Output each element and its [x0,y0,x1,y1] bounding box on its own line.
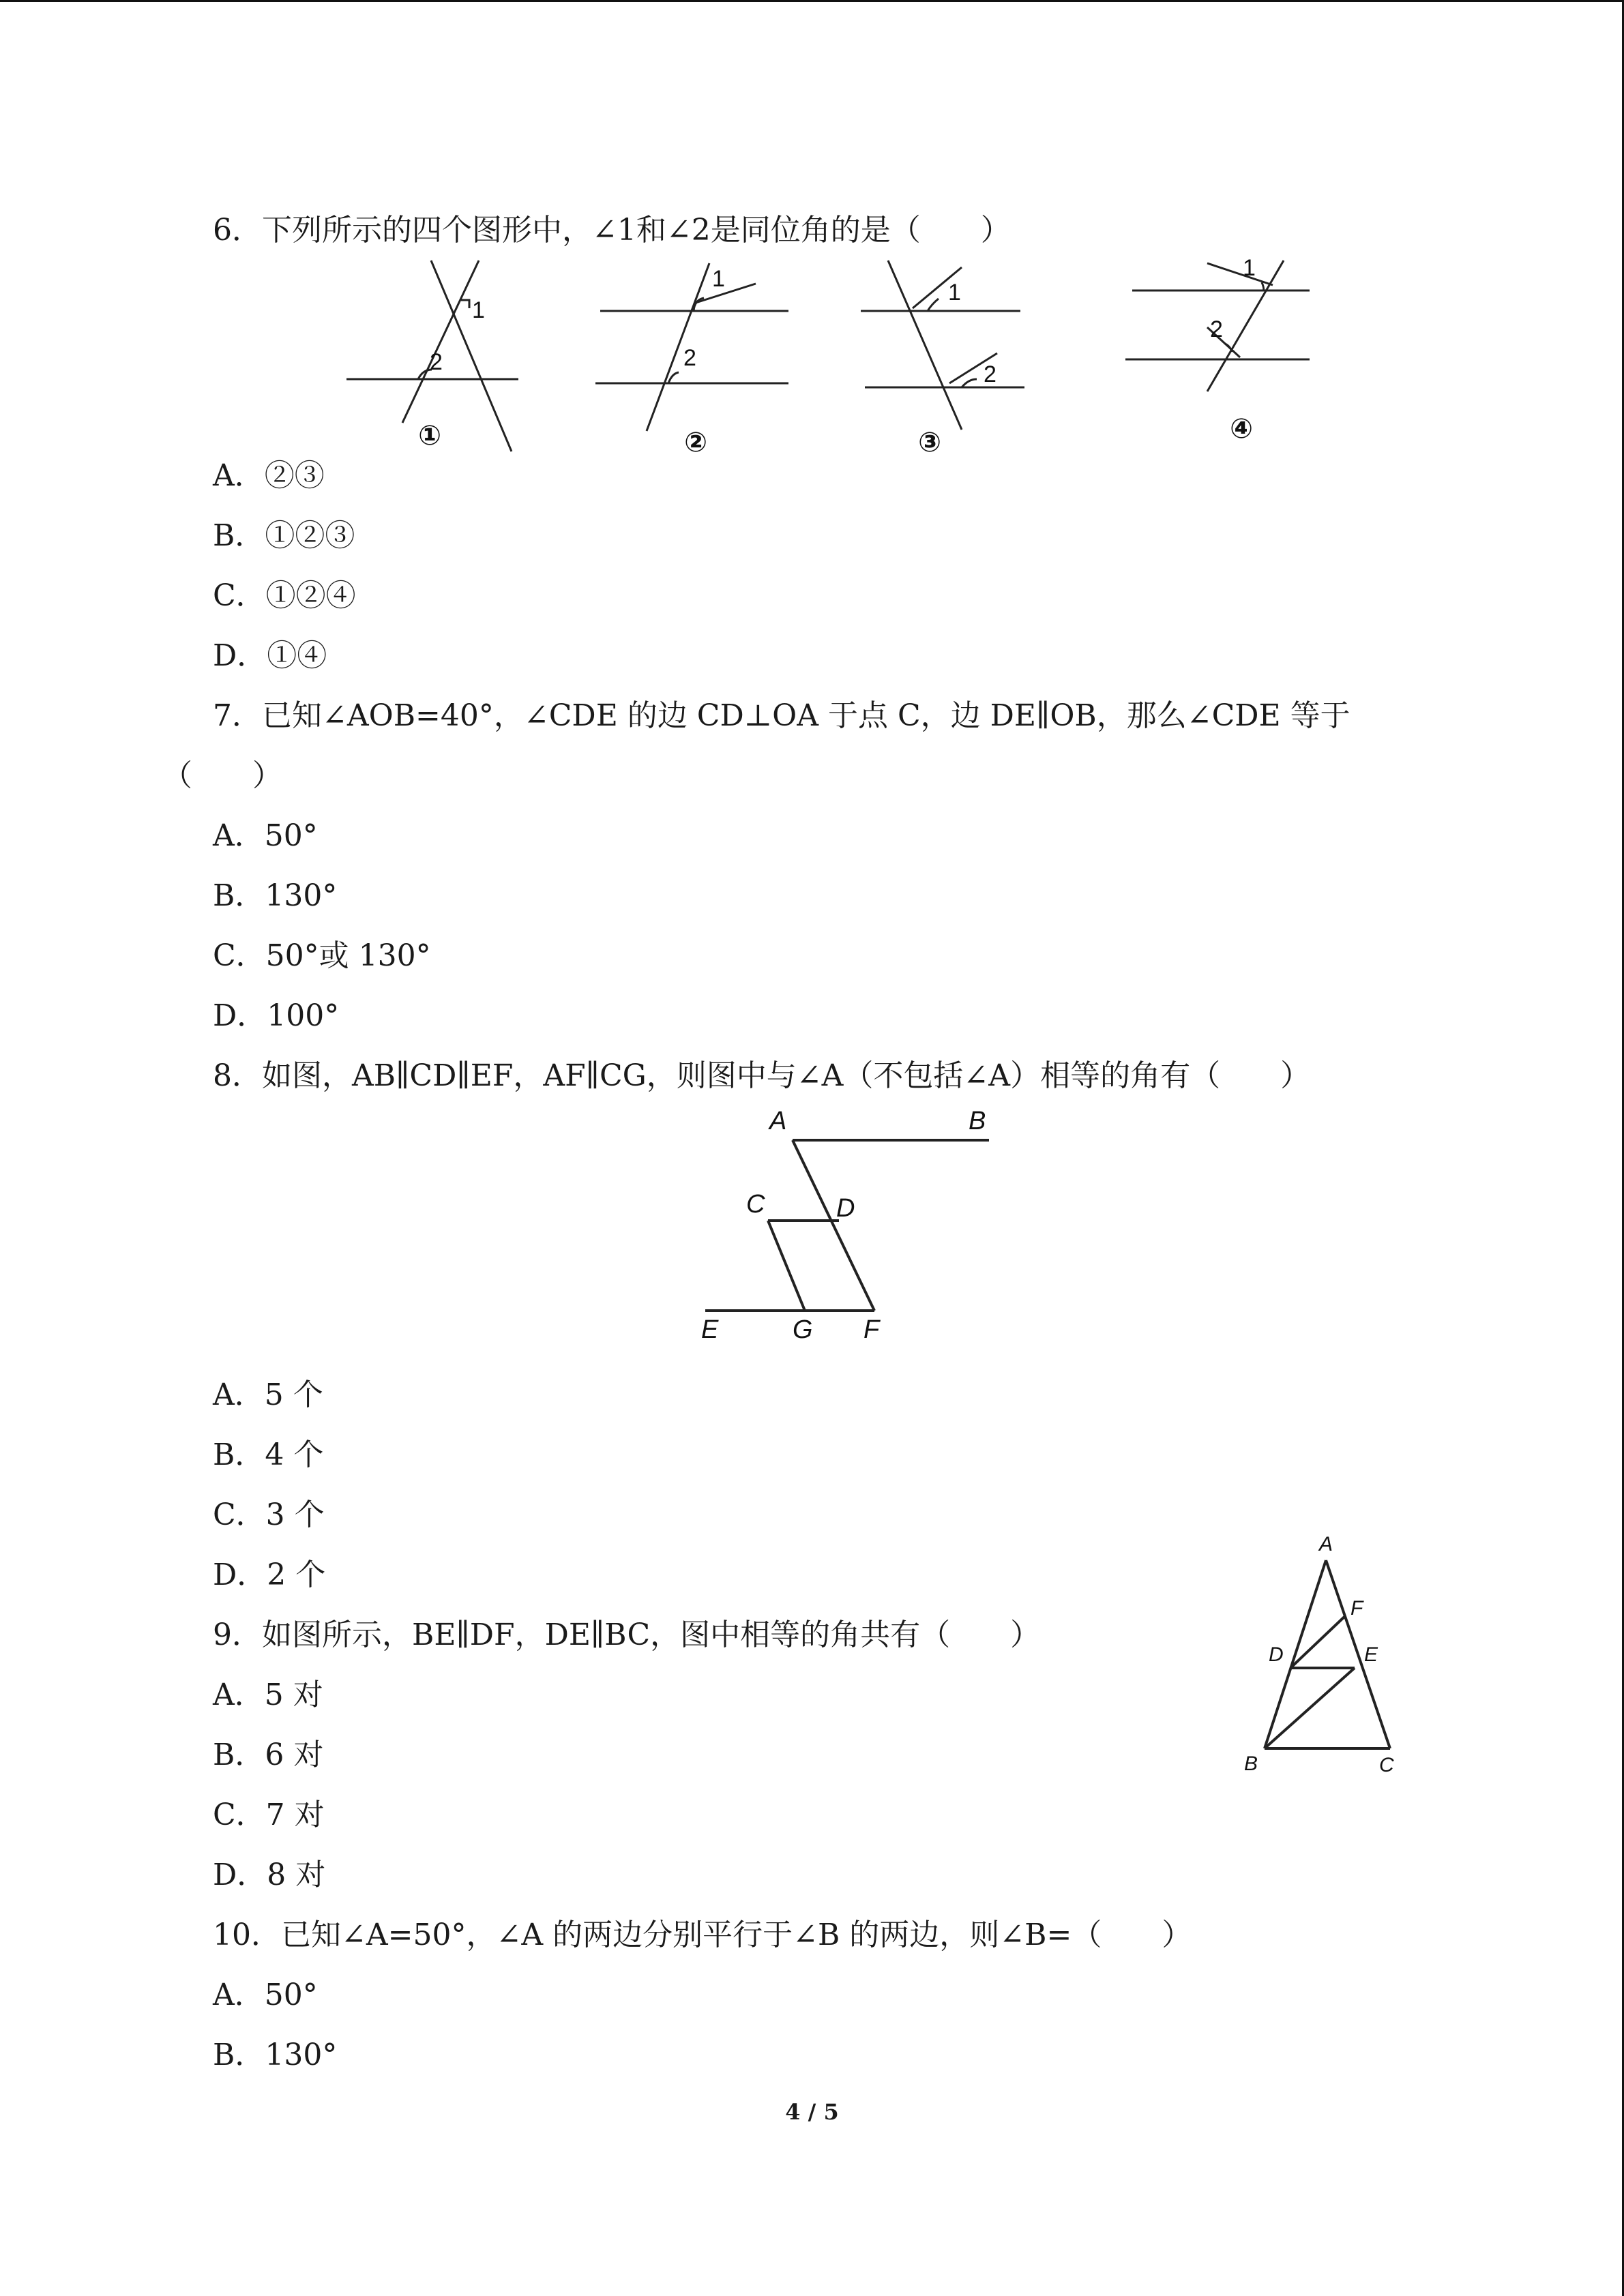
figure-3-angle-1-label: 1 [948,280,961,305]
figure-label-1: ① [418,421,441,451]
triangle-point-b-label: B [1244,1753,1258,1775]
question-7-option-b: B．130° [213,878,338,913]
question-8-option-d: D．2 个 [213,1557,326,1592]
figure-3-angle-2-label: 2 [984,361,996,387]
question-10-option-a: A．50° [213,1978,318,2012]
question-9-option-d: D．8 对 [213,1858,326,1892]
figure-4-angle-2-label: 2 [1210,316,1223,342]
figure-2-angle-1-label: 1 [712,266,725,292]
triangle-point-a-label: A [1319,1533,1333,1555]
question-9-stem: 9．如图所示，BE∥DF，DE∥BC，图中相等的角共有（ ） [213,1617,1041,1652]
question-9-option-b: B．6 对 [213,1738,324,1772]
point-e-label: E [701,1315,719,1343]
figure-2-angle-2-label: 2 [683,345,696,371]
point-a-label: A [769,1107,787,1135]
page-border [0,0,1624,2]
triangle-point-f-label: F [1350,1597,1363,1620]
question-10-stem: 10．已知∠A=50°，∠A 的两边分别平行于∠B 的两边，则∠B=（ ） [213,1918,1192,1952]
point-g-label: G [793,1315,813,1343]
triangle-point-c-label: C [1379,1754,1394,1776]
question-6-option-a: A．②③ [213,458,325,493]
question-8-stem: 8．如图，AB∥CD∥EF，AF∥CG，则图中与∠A（不包括∠A）相等的角有（ ） [213,1058,1311,1093]
figure-1-angle-1-label: 1 [472,297,485,323]
question-7-stem: 7．已知∠AOB=40°，∠CDE 的边 CD⊥OA 于点 C，边 DE∥OB，那么∠CDE 等于 [213,698,1350,733]
question-8-option-a: A．5 个 [213,1377,323,1412]
figure-3-diagram [861,260,1024,430]
question-6-stem: 6．下列所示的四个图形中，∠1和∠2是同位角的是（ ） [213,213,1011,248]
question-6-option-c: C．①②④ [213,578,356,613]
question-7-stem-continuation: （ ） [162,758,282,793]
question-10-option-b: B．130° [213,2038,338,2072]
question-7-option-d: D．100° [213,998,340,1033]
point-c-label: C [746,1190,765,1219]
question-7-option-a: A．50° [213,818,318,853]
point-b-label: B [969,1107,986,1135]
question-6-option-b: B．①②③ [213,518,355,553]
figure-label-2: ② [684,428,707,458]
question-6-figures [327,252,1337,464]
figure-4-angle-1-label: 1 [1243,255,1256,281]
figure-label-4: ④ [1230,414,1253,444]
question-9-option-c: C．7 对 [213,1798,325,1832]
question-8-option-b: B．4 个 [213,1437,324,1472]
triangle-point-e-label: E [1364,1643,1378,1666]
figure-label-3: ③ [918,428,941,458]
question-9-option-a: A．5 对 [213,1678,323,1712]
question-9-figure [1228,1527,1419,1780]
question-8-option-c: C．3 个 [213,1497,325,1532]
point-d-label: D [836,1194,855,1223]
triangle-point-d-label: D [1269,1643,1284,1666]
figure-1-angle-2-label: 2 [430,349,443,375]
page-number: 4 / 5 [785,2099,839,2125]
question-6-option-d: D．①④ [213,638,327,673]
question-7-option-c: C．50°或 130° [213,938,431,973]
point-f-label: F [863,1315,880,1343]
question-8-figure [689,1105,1009,1343]
